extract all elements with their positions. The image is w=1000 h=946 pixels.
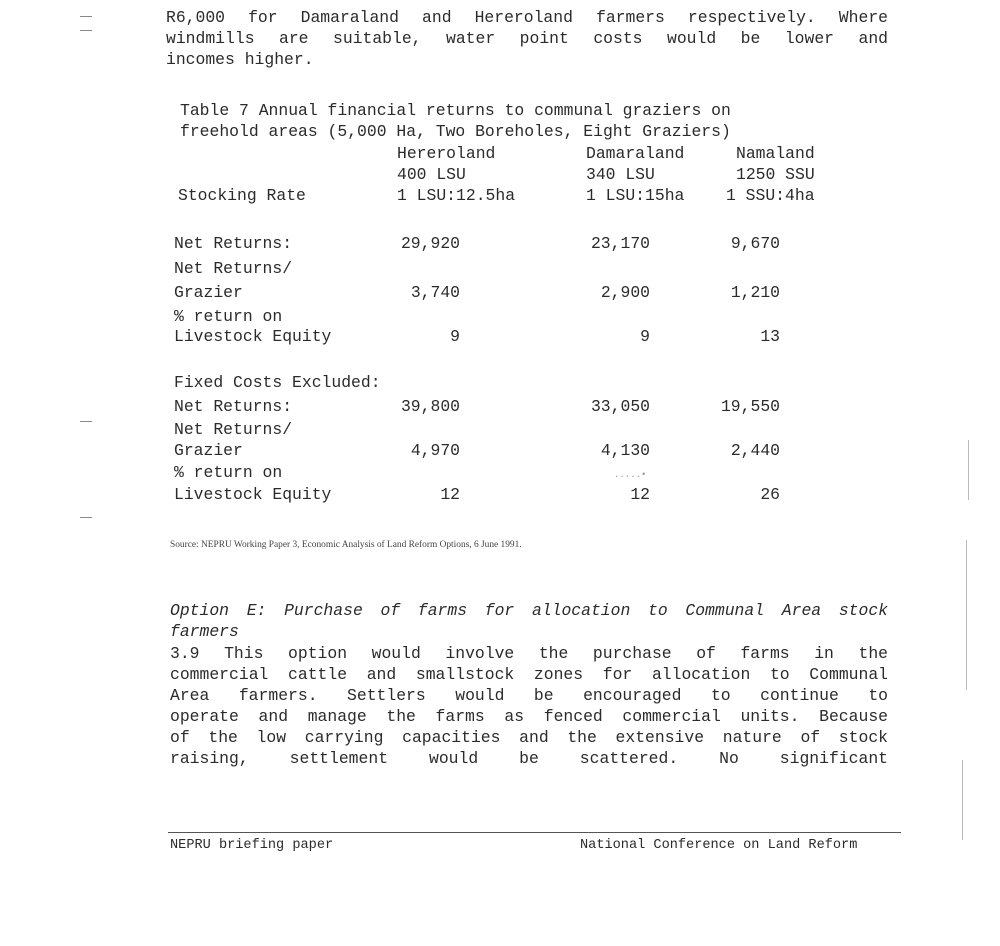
- text-line: commercial cattle and smallstock zones for allocation to Communal: [170, 665, 888, 684]
- stocking-rate-namaland: 1 SSU:4ha: [726, 186, 815, 205]
- footer-right: National Conference on Land Reform: [580, 838, 858, 853]
- net-per-grazier-namaland: 1,210: [730, 283, 780, 302]
- column-header-hereroland: Hereroland: [397, 144, 496, 163]
- heading-line: farmers: [170, 622, 239, 641]
- row-label-stocking-rate: Stocking Rate: [178, 186, 306, 205]
- text-line: windmills are suitable, water point costs would be lower and: [166, 29, 888, 48]
- column-header-namaland: Namaland: [736, 144, 815, 163]
- return-equity-namaland: 13: [760, 327, 780, 346]
- text-line: R6,000 for Damaraland and Hereroland farmers respectively. Where: [166, 8, 888, 27]
- fc-net-per-grazier-damaraland: 4,130: [600, 441, 650, 460]
- scan-speck: .....•: [614, 470, 647, 480]
- scan-edge-line: [962, 760, 963, 840]
- text-line: of the low carrying capacities and the extensive nature of stock: [170, 728, 888, 747]
- fc-net-returns-hereroland: 39,800: [400, 397, 460, 416]
- text-line: incomes higher.: [166, 50, 314, 69]
- stocking-rate-hereroland: 1 LSU:12.5ha: [397, 186, 516, 205]
- row-label-fc-livestock-equity: Livestock Equity: [174, 485, 332, 504]
- row-label-fc-return-on: % return on: [174, 463, 283, 482]
- text-line: raising, settlement would be scattered. No significant: [170, 749, 888, 768]
- fc-return-equity-damaraland: 12: [630, 485, 650, 504]
- return-equity-hereroland: 9: [450, 327, 460, 346]
- net-returns-damaraland: 23,170: [590, 234, 650, 253]
- text-line: operate and manage the farms as fenced commercial units. Because: [170, 707, 888, 726]
- stock-units-namaland: 1250 SSU: [736, 165, 815, 184]
- text-line: freehold areas (5,000 Ha, Two Boreholes, Eight Graziers): [180, 122, 731, 141]
- row-label-net-returns-per: Net Returns/: [174, 259, 293, 278]
- column-header-damaraland: Damaraland: [586, 144, 685, 163]
- row-label-fc-net-returns-per: Net Returns/: [174, 420, 293, 439]
- row-label-grazier: Grazier: [174, 283, 243, 302]
- fc-net-returns-damaraland: 33,050: [590, 397, 650, 416]
- option-e-paragraph: [170, 643, 888, 769]
- row-label-livestock-equity: Livestock Equity: [174, 327, 332, 346]
- fc-net-returns-namaland: 19,550: [720, 397, 780, 416]
- table-source-note: Source: NEPRU Working Paper 3, Economic Analysis of Land Reform Options, 6 June 1991.: [170, 540, 522, 550]
- net-returns-hereroland: 29,920: [400, 234, 460, 253]
- return-equity-damaraland: 9: [640, 327, 650, 346]
- row-label-return-on: % return on: [174, 307, 283, 326]
- margin-mark: [80, 30, 92, 31]
- footer-left: NEPRU briefing paper: [170, 838, 334, 853]
- margin-mark: [80, 16, 92, 17]
- row-label-fc-grazier: Grazier: [174, 441, 243, 460]
- net-per-grazier-hereroland: 3,740: [410, 283, 460, 302]
- net-per-grazier-damaraland: 2,900: [600, 283, 650, 302]
- fixed-costs-heading: Fixed Costs Excluded:: [174, 373, 381, 392]
- section-heading-option-e: [170, 600, 888, 642]
- stocking-rate-damaraland: 1 LSU:15ha: [586, 186, 685, 205]
- row-label-fc-net-returns: Net Returns:: [174, 397, 293, 416]
- stock-units-hereroland: 400 LSU: [397, 165, 466, 184]
- text-line: Table 7 Annual financial returns to communal graziers on: [180, 101, 731, 120]
- stock-units-damaraland: 340 LSU: [586, 165, 655, 184]
- heading-line: Option E: Purchase of farms for allocation to Communal Area stock: [170, 601, 888, 620]
- text-line: 3.9 This option would involve the purchase of farms in the: [170, 644, 888, 663]
- scan-edge-line: [966, 540, 967, 690]
- footer-rule: [168, 832, 901, 833]
- row-label-net-returns: Net Returns:: [174, 234, 293, 253]
- fc-net-per-grazier-namaland: 2,440: [730, 441, 780, 460]
- fc-return-equity-namaland: 26: [760, 485, 780, 504]
- fc-net-per-grazier-hereroland: 4,970: [410, 441, 460, 460]
- intro-paragraph: [166, 7, 888, 70]
- margin-mark: [80, 421, 92, 422]
- scan-edge-line: [968, 440, 969, 500]
- fc-return-equity-hereroland: 12: [440, 485, 460, 504]
- net-returns-namaland: 9,670: [730, 234, 780, 253]
- table-caption: [180, 100, 890, 142]
- text-line: Area farmers. Settlers would be encouraged to continue to: [170, 686, 888, 705]
- margin-mark: [80, 517, 92, 518]
